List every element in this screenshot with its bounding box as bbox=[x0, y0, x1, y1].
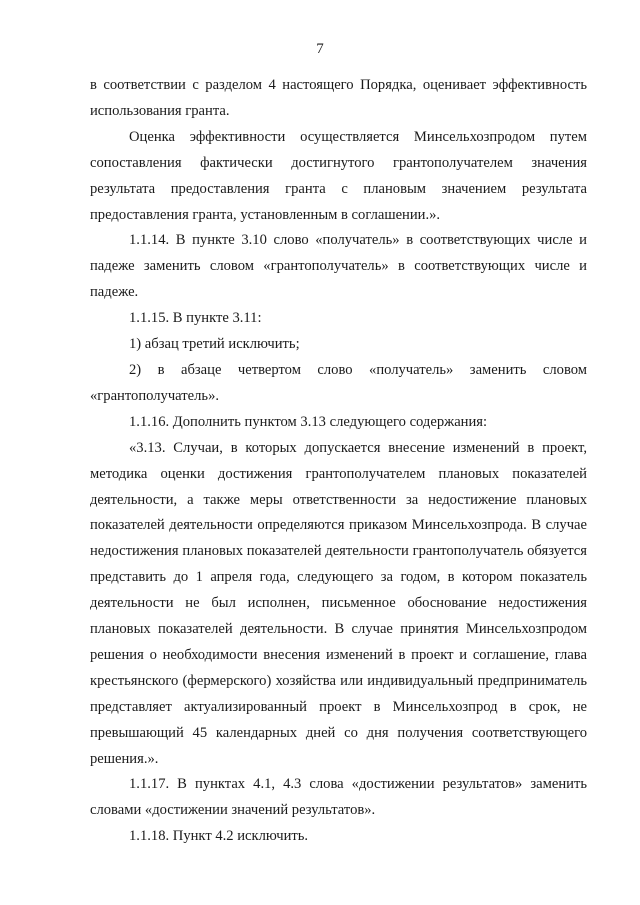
paragraph-clause-1-1-17: 1.1.17. В пунктах 4.1, 4.3 слова «достижении результатов» заменить словами «достижении значений результатов». bbox=[90, 776, 587, 819]
paragraph-clause-1-1-15: 1.1.15. В пункте 3.11: bbox=[129, 310, 262, 327]
paragraph-clause-3-13: «3.13. Случаи, в которых допускается внесение изменений в проект, методика оценки достижения грантополучателем плановых показателей деятельности, а также меры ответственности за недостижение плановых показателей деятельности определяются приказом Минсельхозпрода. В случае недостижения плановых показателей деятельности грантополучатель обязуется представить до 1 апреля года, следующего за годом, в котором показатель деятельности не был исполнен, письменное обоснование недостижения плановых показателей деятельности. В случае принятия Минсельхозпродом решения о необходимости внесения изменений в проект и соглашение, глава крестьянского (фермерского) хозяйства или индивидуальный предприниматель представляет актуализированный проект в Минсельхозпрод в срок, не превышающий 45 календарных дней со дня получения соответствующего решения.». bbox=[90, 439, 587, 767]
paragraph-subitem-1: 1) абзац третий исключить; bbox=[129, 336, 300, 353]
paragraph-subitem-2: 2) в абзаце четвертом слово «получатель» заменить словом «грантополучатель». bbox=[90, 361, 587, 404]
paragraph-clause-1-1-16: 1.1.16. Дополнить пунктом 3.13 следующего содержания: bbox=[129, 413, 488, 430]
paragraph-1: в соответствии с разделом 4 настоящего Порядка, оценивает эффективность использования гранта. bbox=[90, 77, 587, 119]
paragraph-2: Оценка эффективности осуществляется Минсельхозпродом путем сопоставления фактически достигнутого грантополучателем значения результата предоставления гранта с плановым значением результата предоставления гранта, установленным в соглашении.». bbox=[90, 128, 587, 223]
page-number: 7 bbox=[316, 41, 324, 57]
paragraph-clause-1-1-14: 1.1.14. В пункте 3.10 слово «получатель» в соответствующих числе и падеже заменить словом «грантополучатель» в соответствующих числе и падеже. bbox=[90, 232, 587, 301]
document-body bbox=[90, 73, 587, 850]
paragraph-clause-1-1-18: 1.1.18. Пункт 4.2 исключить. bbox=[129, 828, 309, 845]
